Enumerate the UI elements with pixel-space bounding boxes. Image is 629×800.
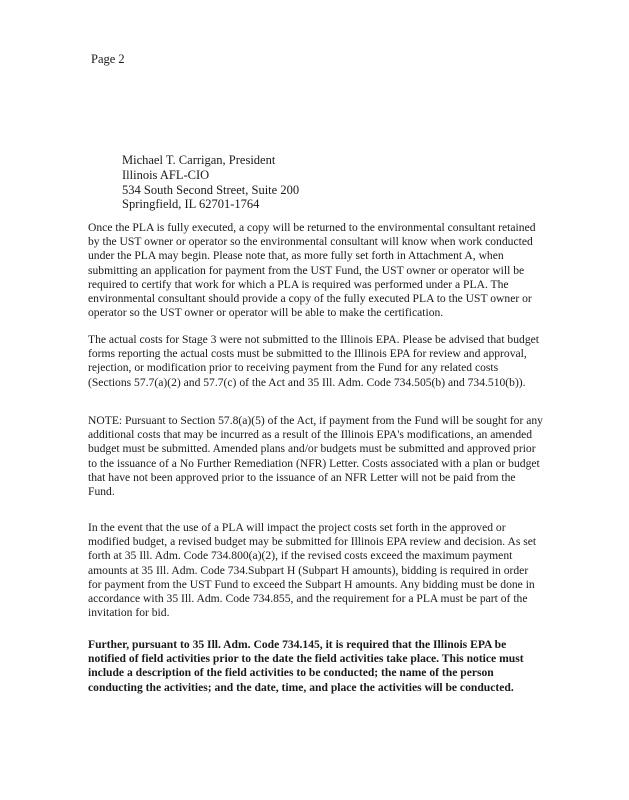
recipient-organization: Illinois AFL-CIO	[122, 167, 210, 182]
recipient-name: Michael T. Carrigan, President	[122, 153, 276, 167]
paragraph-note: NOTE: Pursuant to Section 57.8(a)(5) of the Act, if payment from the Fund will be sought for any additional costs that may be incurred as a result of the Illinois EPA's modifications, an amended budget must be submitted. Amended plans and/or budgets must be submitted and approved prior to the issuance of a No Further Remediation (NFR) Letter. Costs associated with a plan or budget that have not been approved prior to the issuance of an NFR Letter will not be paid from the Fund.	[88, 414, 543, 499]
recipient-city-state-zip: Springfield, IL 62701-1764	[122, 197, 260, 212]
paragraph-stage3-costs: The actual costs for Stage 3 were not submitted to the Illinois EPA. Please be advised that budget forms reporting the actual costs must be submitted to the Illinois EPA for review and approval, rejection, or modification prior to receiving payment from the Fund for any related costs (Sections 57.7(a)(2) and 57.7(c) of the Act and 35 Ill. Adm. Code 734.505(b) and 734.510(b)).	[88, 333, 539, 389]
paragraph-field-activities: Further, pursuant to 35 Ill. Adm. Code 734.145, it is required that the Illinois EPA be notified of field activities prior to the date the field activities take place. This notice must include a description of the field activities to be conducted; the name of the person conducting the activities; and the date, time, and place the activities will be conducted.	[88, 638, 524, 694]
recipient-address	[122, 153, 299, 212]
recipient-street: 534 South Second Street, Suite 200	[122, 182, 300, 197]
paragraph-pla-impact: In the event that the use of a PLA will impact the project costs set forth in the approved or modified budget, a revised budget may be submitted for Illinois EPA review and decision. As set forth at 35 Ill. Adm. Code 734.800(a)(2), if the revised costs exceed the maximum payment amounts at 35 Ill. Adm. Code 734.Subpart H (Subpart H amounts), bidding is required in order for payment from the UST Fund to exceed the Subpart H amounts. Any bidding must be done in accordance with 35 Ill. Adm. Code 734.855, and the requirement for a PLA must be part of the invitation for bid.	[88, 521, 537, 620]
paragraph-pla-execution: Once the PLA is fully executed, a copy will be returned to the environmental consultant retained by the UST owner or operator so the environmental consultant will know when work conducted under the PLA may begin. Please note that, as more fully set forth in Attachment A, when submitting an application for payment from the UST Fund, the UST owner or operator will be required to certify that work for which a PLA is required was performed under a PLA. The environmental consultant should provide a copy of the fully executed PLA to the UST owner or operator so the UST owner or operator will be able to make the certification.	[88, 221, 536, 320]
page-number: Page 2	[91, 52, 125, 66]
